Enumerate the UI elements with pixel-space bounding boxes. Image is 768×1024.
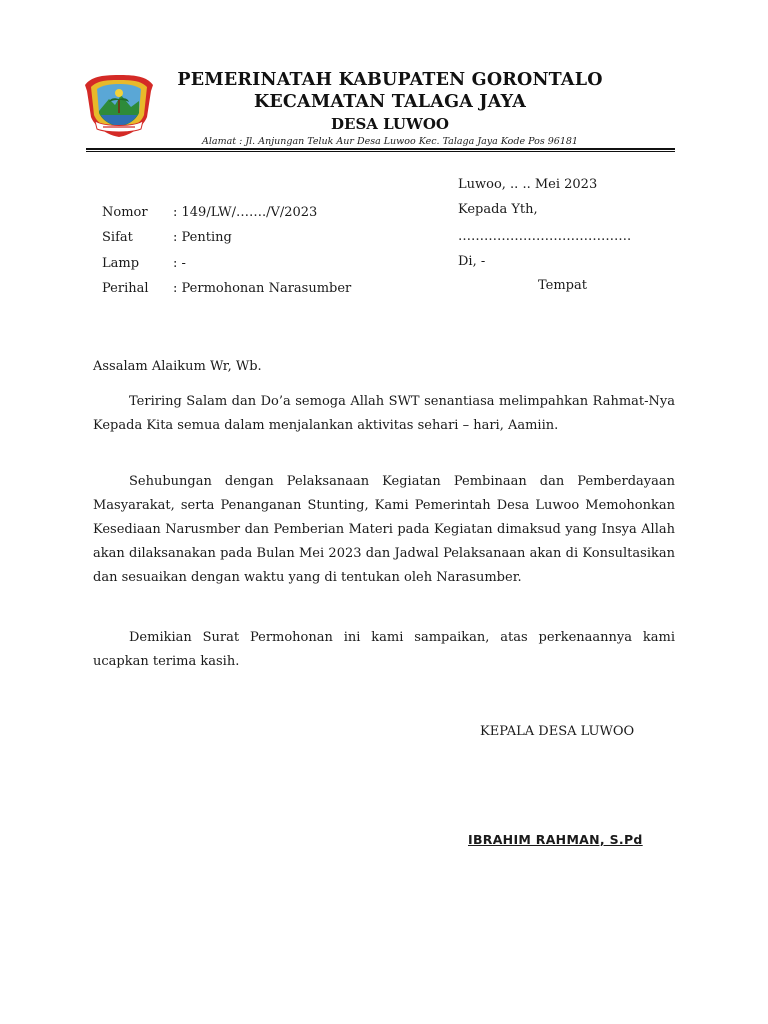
meta-value-sifat: : Penting	[173, 230, 232, 245]
meta-key-sifat: Sifat	[102, 230, 133, 245]
meta-value-nomor: : 149/LW/……./V/2023	[173, 205, 318, 220]
paragraph-closing-text: Demikian Surat Permohonan ini kami sampaikan, atas perkenaannya kami ucapkan terima kasih.	[93, 630, 675, 669]
signature-title: KEPALA DESA LUWOO	[480, 724, 635, 739]
letterhead-district: KECAMATAN TALAGA JAYA	[253, 92, 527, 112]
recipient-name: ………………………………….	[458, 229, 632, 244]
letterhead-divider-thin	[86, 151, 675, 152]
recipient-greeting: Kepada Yth,	[458, 202, 538, 217]
letter-date: Luwoo, .. .. Mei 2023	[458, 177, 598, 192]
signature-name: IBRAHIM RAHMAN, S.Pd	[468, 832, 643, 847]
paragraph-closing	[93, 626, 675, 674]
meta-value-perihal: : Permohonan Narasumber	[173, 281, 352, 296]
recipient-at: Di, -	[458, 254, 486, 269]
meta-key-lamp: Lamp	[102, 256, 140, 271]
paragraph-request	[93, 470, 675, 590]
salutation: Assalam Alaikum Wr, Wb.	[93, 359, 262, 374]
recipient-place: Tempat	[538, 278, 587, 293]
meta-value-lamp: : -	[173, 256, 186, 271]
letterhead-divider	[86, 148, 675, 150]
regency-coat-of-arms-icon	[81, 71, 157, 139]
meta-key-nomor: Nomor	[102, 205, 148, 220]
letterhead-village: DESA LUWOO	[331, 115, 449, 133]
paragraph-request-text: Sehubungan dengan Pelaksanaan Kegiatan Pembinaan dan Pemberdayaan Masyarakat, serta Penanganan Stunting, Kami Pemerintah Desa Luwoo Memohonkan Kesediaan Narusmber dan Pemberian Materi pada Kegiatan dimaksud yang Insya Allah akan dilaksanakan pada Bulan Mei 2023 dan Jadwal Pelaksanaan akan di Konsultasikan dan sesuaikan dengan waktu yang di tentukan oleh Narasumber.	[93, 474, 675, 585]
meta-key-perihal: Perihal	[102, 281, 149, 296]
paragraph-greeting	[93, 390, 675, 438]
paragraph-greeting-text: Teriring Salam dan Do’a semoga Allah SWT senantiasa melimpahkan Rahmat-Nya Kepada Kita semua dalam menjalankan aktivitas sehari – hari, Aamiin.	[93, 394, 675, 433]
letterhead-government: PEMERINATAH KABUPATEN GORONTALO	[177, 70, 603, 90]
letterhead-address: Alamat : Jl. Anjungan Teluk Aur Desa Luwoo Kec. Talaga Jaya Kode Pos 96181	[202, 136, 578, 147]
